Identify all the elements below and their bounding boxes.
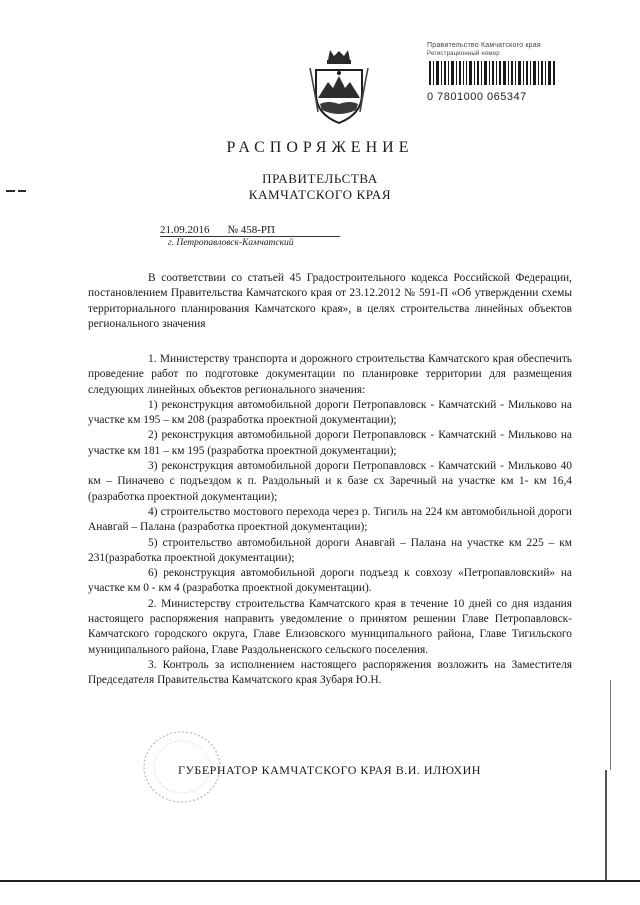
coat-of-arms-emblem bbox=[308, 48, 370, 126]
subpoint-4: 4) строительство мостового перехода через р. Тигиль на 224 км автомобильной дороги Анавгай – Палана (разработка проектной документации); bbox=[88, 505, 572, 534]
issuing-authority bbox=[0, 171, 640, 203]
scan-artifact bbox=[610, 680, 611, 770]
barcode-number: 0 7801000 065347 bbox=[427, 91, 527, 103]
date-number-line bbox=[160, 224, 340, 237]
authority-line-2: КАМЧАТСКОГО КРАЯ bbox=[248, 187, 392, 202]
point-3: 3. Контроль за исполнением настоящего распоряжения возложить на Заместителя Председателя Правительства Камчатского края Зубаря Ю.Н. bbox=[88, 658, 572, 687]
subpoint-1: 1) реконструкция автомобильной дороги Петропавловск - Камчатский - Мильково на участке км 195 – км 208 (разработка проектной документации); bbox=[88, 398, 572, 427]
scan-artifact bbox=[605, 770, 607, 880]
document-city: г. Петропавловск-Камчатский bbox=[168, 238, 294, 248]
subpoint-5: 5) строительство автомобильной дороги Анавгай – Палана на участке км 225 – км 231(разработка проектной документации); bbox=[88, 536, 572, 564]
document-number: № 458-РП bbox=[227, 224, 275, 236]
document-date: 21.09.2016 bbox=[160, 224, 210, 236]
scan-artifact bbox=[18, 190, 26, 192]
preamble bbox=[88, 271, 572, 332]
registration-stamp bbox=[427, 42, 562, 122]
scan-artifact bbox=[0, 880, 640, 882]
order-points bbox=[88, 352, 572, 689]
scan-artifact bbox=[6, 190, 15, 192]
signature-line: ГУБЕРНАТОР КАМЧАТСКОГО КРАЯ В.И. ИЛЮХИН bbox=[178, 763, 481, 777]
subpoint-2: 2) реконструкция автомобильной дороги Петропавловск - Камчатский - Мильково на участке км 181 – км 195 (разработка проектной документации); bbox=[88, 429, 572, 457]
subpoint-3: 3) реконструкция автомобильной дороги Петропавловск - Камчатский - Мильково 40 км – Пиначево с подъездом к п. Раздольный и к базе сх Заречный на участке км 1- км 16,4 (разработка проектной документации); bbox=[88, 460, 572, 503]
point-2: 2. Министерству строительства Камчатского края в течение 10 дней со дня издания настоящего распоряжения направить уведомление о принятом решении Главе Петропавловск-Камчатского городского округа, Главе Елизовского муниципального района, Главе Тигильского муниципального района, Главе Раздольненского сельского поселения. bbox=[88, 597, 572, 656]
preamble-text: В соответствии со статьей 45 Градостроительного кодекса Российской Федерации, постановлением Правительства Камчатского края от 23.12.2012 № 591-П «Об утверждении схемы территориального планирования Камчатского края», в целях строительства линейных объектов регионального значения bbox=[88, 272, 572, 330]
barcode bbox=[427, 61, 557, 85]
document-title: РАСПОРЯЖЕНИЕ bbox=[226, 139, 414, 156]
subpoint-6: 6) реконструкция автомобильной дороги подъезд к совхозу «Петропавловский» на участке км 0 - км 4 (разработка проектной документации). bbox=[88, 567, 572, 595]
point-1: 1. Министерству транспорта и дорожного строительства Камчатского края обеспечить проведение работ по подготовке документации по планировке территории для размещения следующих линейных объектов регионального значения: bbox=[88, 353, 572, 396]
authority-line-1: ПРАВИТЕЛЬСТВА bbox=[262, 171, 378, 186]
stamp-org: Правительство Камчатского края bbox=[427, 42, 541, 49]
stamp-caption: Регистрационный номер bbox=[427, 51, 500, 57]
